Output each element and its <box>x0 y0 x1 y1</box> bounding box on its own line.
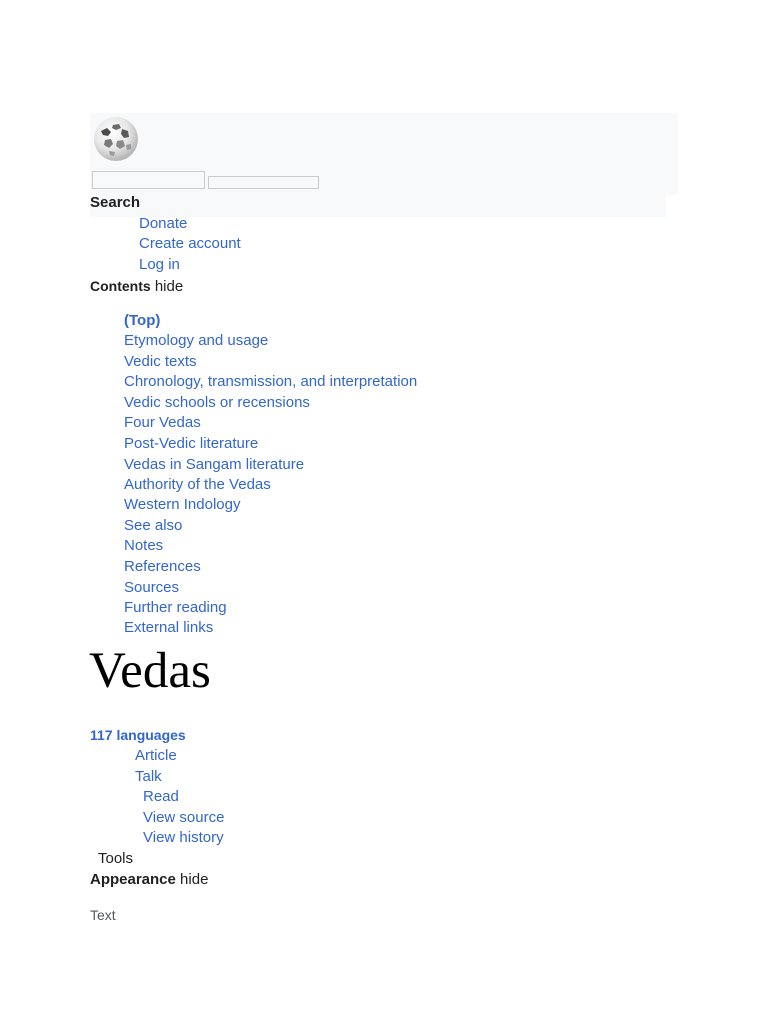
toc-item-post-vedic[interactable]: Post-Vedic literature <box>124 435 259 452</box>
tab-read[interactable]: Read <box>143 788 179 805</box>
toc-hide-toggle[interactable]: hide <box>154 278 184 295</box>
toc-item-references[interactable]: References <box>124 558 201 575</box>
tab-view-history[interactable]: View history <box>143 829 224 846</box>
wikipedia-globe-icon[interactable] <box>91 113 141 163</box>
toc-item-four-vedas[interactable]: Four Vedas <box>124 414 201 431</box>
toc-item-see-also[interactable]: See also <box>124 517 183 534</box>
toc-item-sources[interactable]: Sources <box>124 579 180 596</box>
toc-item-top[interactable]: (Top) <box>124 312 161 329</box>
toc-header <box>90 277 183 296</box>
toc-item-sangam[interactable]: Vedas in Sangam literature <box>124 456 305 473</box>
search-label: Search <box>90 194 141 211</box>
donate-link[interactable]: Donate <box>139 215 188 232</box>
toc-item-vedic-schools[interactable]: Vedic schools or recensions <box>124 394 310 411</box>
appearance-title: Appearance <box>90 871 176 888</box>
toc-item-chronology[interactable]: Chronology, transmission, and interpretation <box>124 373 418 390</box>
search-input[interactable] <box>92 171 205 189</box>
appearance-text-label: Text <box>90 907 116 923</box>
toc-item-notes[interactable]: Notes <box>124 537 164 554</box>
toc-item-authority[interactable]: Authority of the Vedas <box>124 476 271 493</box>
appearance-hide-toggle[interactable]: hide <box>180 871 209 888</box>
toc-item-further-reading[interactable]: Further reading <box>124 599 227 616</box>
tools-menu[interactable]: Tools <box>98 850 134 867</box>
create-account-link[interactable]: Create account <box>139 235 241 252</box>
tab-talk[interactable]: Talk <box>135 768 162 785</box>
toc-item-vedic-texts[interactable]: Vedic texts <box>124 353 197 370</box>
toc-item-external-links[interactable]: External links <box>124 619 214 636</box>
tab-article[interactable]: Article <box>135 747 177 764</box>
page-title: Vedas <box>89 643 211 699</box>
log-in-link[interactable]: Log in <box>139 256 180 273</box>
tab-view-source[interactable]: View source <box>143 809 225 826</box>
toc-title: Contents <box>90 278 151 294</box>
toc-item-western-indology[interactable]: Western Indology <box>124 496 241 513</box>
languages-button[interactable]: 117 languages <box>90 727 186 743</box>
toc-item-etymology[interactable]: Etymology and usage <box>124 332 269 349</box>
appearance-header <box>90 871 208 889</box>
header-background-lower <box>90 195 666 217</box>
search-button[interactable] <box>208 176 319 189</box>
